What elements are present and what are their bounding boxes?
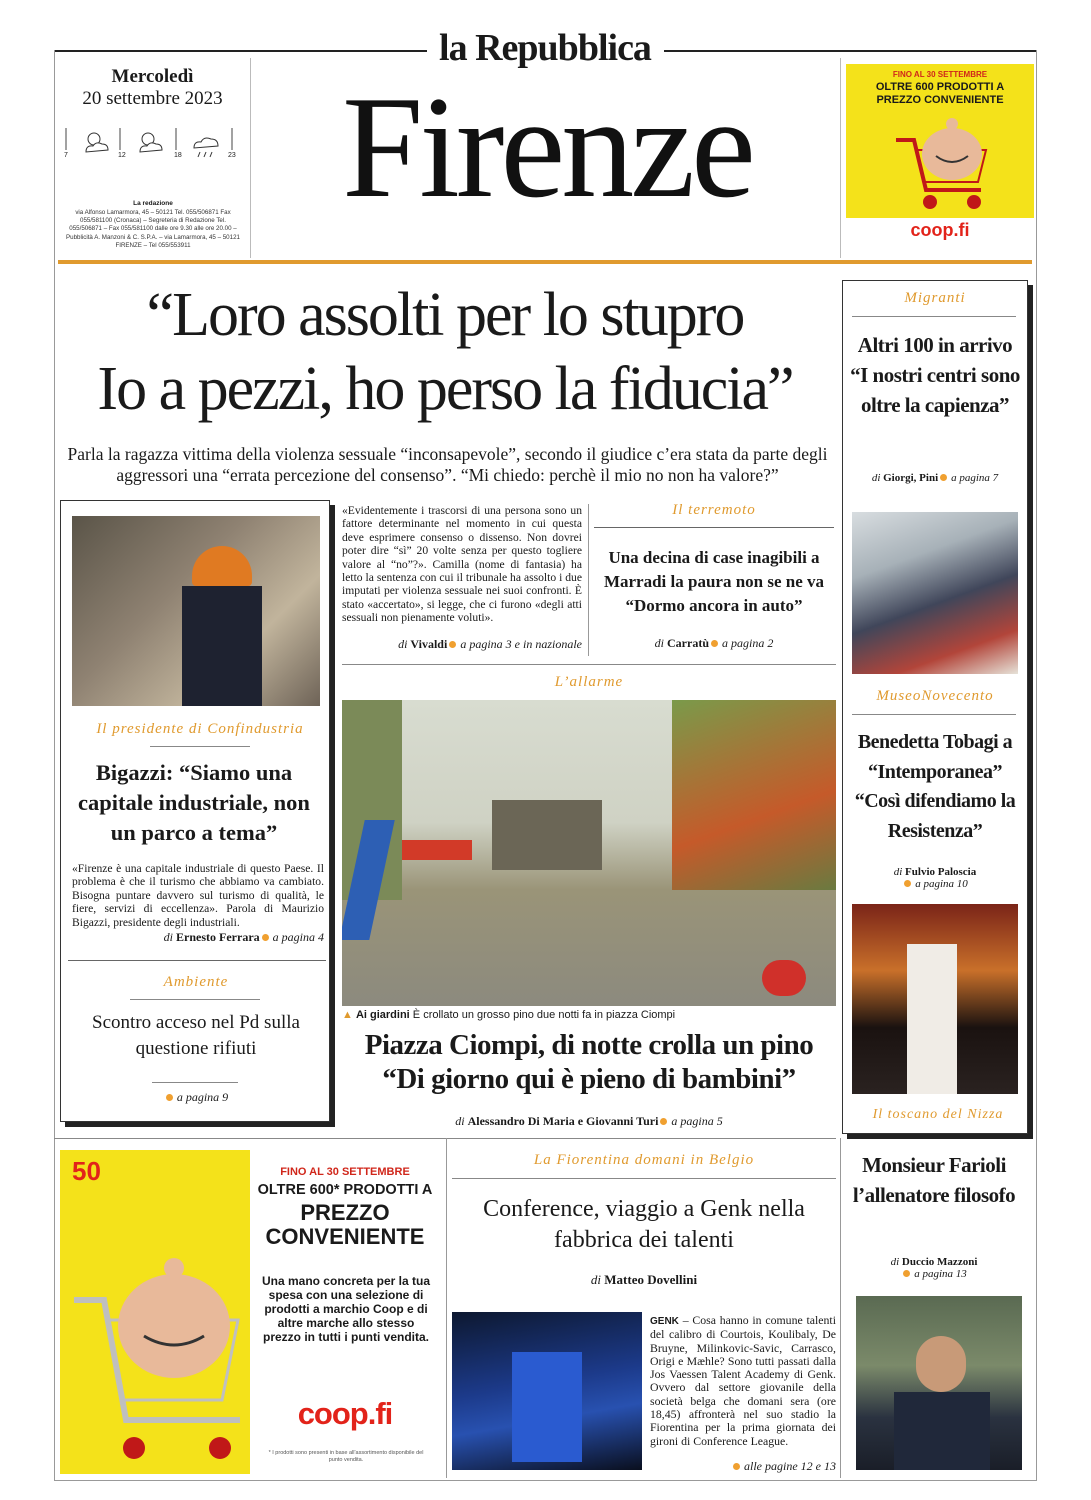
fiorentina-page (650, 1459, 836, 1474)
byline-page: a pagina 4 (272, 930, 324, 944)
caption-arrow-icon: ▲ (342, 1009, 353, 1021)
ambiente-headline[interactable]: Scontro acceso nel Pd sulla questione rifiuti (92, 1012, 300, 1059)
bottom-ad-line2: OLTRE 600* PRODOTTI A (257, 1182, 433, 1198)
migranti-photo (852, 512, 1018, 674)
allarme-top-rule (342, 664, 836, 665)
byline-page: a pagina 5 (671, 1114, 723, 1128)
main-body: «Evidentemente i trascorsi di una persona sono un fattore determinante nel momento in cui questa deve esprimere consenso o dissenso. Non dovrei poter dire “sì” 20 volte senza per questo togliere valore al “no”?». Camilla (nome di fantasia) ha letto la sentenza con cui il tribunale ha assolto i due imputati per violenza sessuale nei suoi confronti. È stato «accertato», si legge, che ci furono «degli atti sessuali non pienamente voluti». (342, 504, 582, 625)
top-ad-logo[interactable]: coop.fi (910, 220, 970, 240)
worker-shape (182, 586, 262, 706)
bullet-icon (660, 1118, 667, 1125)
byline-di: di (893, 866, 903, 878)
fiorentina-rule (452, 1178, 836, 1179)
bigazzi-headline[interactable]: Bigazzi: “Siamo una capitale industriale, non un parco a tema” (78, 760, 310, 845)
bottom-ad-logo[interactable]: coop.fi (297, 1396, 393, 1431)
byline-page: a pagina 7 (951, 472, 999, 484)
allarme-byline (342, 1114, 836, 1129)
bottom-right-divider (840, 1138, 841, 1478)
masthead-divider-left (250, 58, 251, 258)
temp-1: 7 (64, 152, 68, 159)
museo-headline[interactable]: Benedetta Tobagi a “Intemporanea” “Così difendiamo la Resistenza” (854, 731, 1016, 842)
masthead-rule-left (55, 50, 427, 52)
brand-name[interactable]: la Repubblica (439, 27, 651, 69)
temp-4: 23 (228, 152, 236, 159)
main-summary: Parla la ragazza vittima della violenza sessuale “inconsapevole”, secondo il giudice c’era stata da parte degli aggressori una “errata percezione del consenso”. “Mi chiedo: perchè il mio no non ha valore?” (67, 444, 828, 485)
byline-di: di (654, 636, 664, 650)
dateline: GENK (650, 1316, 679, 1327)
caption-text: È crollato un grosso pino due notti fa in piazza Ciompi (412, 1009, 676, 1021)
masthead-rule-right (664, 50, 1036, 52)
date-day: Mercoledì (111, 66, 194, 87)
left-divider (68, 960, 326, 961)
museo-byline (848, 866, 1022, 890)
slide-red (402, 840, 472, 860)
coop-badge: 50 (72, 1156, 101, 1186)
weather-strip-icons (62, 124, 242, 160)
bottom-ad-line4: CONVENIENTE (265, 1224, 425, 1249)
ambiente-byline (80, 1090, 312, 1105)
bullet-icon (903, 1270, 910, 1277)
frame-left (54, 50, 55, 1480)
nizza-kicker: Il toscano del Nizza (872, 1107, 1004, 1122)
redazione-title: La redazione (133, 200, 173, 207)
terremoto-kicker: Il terremoto (672, 502, 756, 518)
date-full: 20 settembre 2023 (82, 88, 223, 109)
byline-page: a pagina 13 (914, 1268, 967, 1280)
bullet-icon (904, 880, 911, 887)
byline-author: Fulvio Paloscia (905, 866, 977, 878)
byline-author: Ernesto Ferrara (176, 930, 260, 944)
top-ad-panel[interactable] (846, 64, 1034, 218)
bullet-icon (940, 474, 947, 481)
bottom-ad-line1: FINO AL 30 SETTEMBRE (280, 1166, 410, 1178)
allarme-kicker: L’allarme (554, 674, 624, 690)
allarme-headline-line1: Piazza Ciompi, di notte crolla un pino (364, 1029, 814, 1061)
bullet-icon (449, 641, 456, 648)
byline-di: di (398, 637, 408, 651)
bottom-ad-footnote: * I prodotti sono presenti in base all'assortimento disponibile del punto vendita. (268, 1450, 424, 1463)
byline-page: alle pagine 12 e 13 (744, 1459, 836, 1473)
top-ad-line1: FINO AL 30 SETTEMBRE (892, 70, 988, 79)
bigazzi-kicker-rule (150, 746, 250, 747)
farioli-body (894, 1392, 990, 1470)
terremoto-rule (594, 527, 834, 528)
fiorentina-headline[interactable]: Conference, viaggio a Genk nella fabbrica dei talenti (483, 1196, 805, 1253)
byline-author: Vivaldi (410, 637, 448, 651)
allarme-caption (342, 1009, 836, 1021)
byline-author: Matteo Dovellini (604, 1272, 698, 1287)
byline-di: di (590, 1272, 602, 1287)
main-headline-line2: Io a pezzi, ho perso la fiducia” (97, 355, 793, 423)
masthead-divider-right (840, 58, 841, 258)
weather-strip (62, 124, 242, 160)
genk-photo (452, 1312, 642, 1470)
fallen-pine (492, 800, 602, 870)
masthead-orange-rule (58, 260, 1032, 264)
fiorentina-body-text: – Cosa hanno in comune talenti del calibro di Courtois, Koulibaly, De Bruyne, Milinkovic-Savic, Carrasco, Origi e Mæhle? Sono tutti passati dalla Jos Vaessen Talent Academy di Genk. Ovvero dal settore giovanile della società belga che domani sera (ore 18,45) affronterà nel suo stadio la Fiorentina per la prima giornata dei gironi di Conference League. (650, 1313, 836, 1448)
fiorentina-body (650, 1314, 836, 1448)
bullet-icon (711, 640, 718, 647)
cloud-rain-icon (194, 138, 218, 157)
museo-rule (852, 714, 1016, 715)
bottom-ad-body: Una mano concreta per la tua spesa con una selezione di prodotti a marchio Coop e di altre marche allo stesso prezzo in tutti i punti vendita. (261, 1274, 431, 1344)
bigazzi-photo (72, 516, 320, 706)
migranti-kicker: Migranti (904, 290, 966, 306)
hardhat-shape (192, 546, 252, 586)
byline-page: a pagina 10 (915, 878, 968, 890)
trees-right (672, 700, 836, 890)
temp-3: 18 (174, 152, 182, 159)
ambiente-kicker-rule (130, 999, 260, 1000)
sun-cloud-icon (86, 133, 108, 152)
terremoto-headline[interactable]: Una decina di case inagibili a Marradi la paura non se ne va “Dormo ancora in auto” (603, 548, 825, 615)
byline-page: a pagina 2 (722, 636, 774, 650)
byline-page: a pagina 3 e in nazionale (460, 637, 582, 651)
byline-author: Duccio Mazzoni (901, 1256, 978, 1268)
bullet-icon (262, 934, 269, 941)
byline-author: Carratù (667, 636, 709, 650)
bullet-icon (733, 1463, 740, 1470)
tobagi-figure (907, 944, 957, 1094)
caption-bold: Ai giardini (355, 1009, 410, 1021)
piggy-cart-icon (886, 110, 996, 214)
center-divider (588, 504, 589, 656)
byline-di: di (455, 1114, 465, 1128)
piazza-ciompi-photo (342, 700, 836, 1006)
nizza-byline (844, 1256, 1024, 1280)
allarme-headline-line2: “Di giorno qui è pieno di bambini” (382, 1063, 796, 1095)
main-headline (60, 278, 830, 426)
main-headline-line1: “Loro assolti per lo stupro (146, 281, 744, 349)
farioli-photo (856, 1296, 1022, 1470)
bottom-ad-line3: PREZZO (300, 1200, 390, 1225)
spring-rider (762, 960, 806, 996)
byline-di: di (890, 1256, 900, 1268)
piggy-cart-icon (70, 1240, 245, 1470)
bigazzi-byline (72, 930, 324, 945)
bottom-ad-yellow[interactable] (60, 1150, 250, 1474)
byline-author: Alessandro Di Maria e Giovanni Turi (467, 1114, 659, 1128)
frame-bottom (54, 1480, 1037, 1481)
museo-kicker: MuseoNovecento (876, 688, 994, 704)
terremoto-byline (594, 636, 834, 651)
genk-player (512, 1352, 582, 1462)
farioli-face (916, 1336, 966, 1392)
fiorentina-byline (452, 1272, 836, 1288)
migranti-byline (848, 472, 1022, 484)
tobagi-photo (852, 904, 1018, 1094)
bottom-divider (446, 1138, 447, 1478)
allarme-headline[interactable] (342, 1028, 836, 1096)
top-ad-line2: OLTRE 600 PRODOTTI A (875, 81, 1005, 93)
byline-page: a pagina 9 (176, 1090, 229, 1104)
ambiente-kicker: Ambiente (163, 974, 229, 990)
frame-right (1036, 50, 1037, 1480)
byline-di: di (163, 930, 174, 944)
edition-title: Firenze (342, 66, 752, 228)
fiorentina-kicker: La Fiorentina domani in Belgio (533, 1152, 755, 1168)
nizza-headline[interactable]: Monsieur Farioli l’allenatore filosofo (852, 1153, 1016, 1207)
byline-di: di (871, 472, 881, 484)
bottom-section-rule (54, 1138, 836, 1139)
migranti-headline[interactable]: Altri 100 in arrivo “I nostri centri sono oltre la capienza” (850, 333, 1020, 417)
top-ad-line3: PREZZO CONVENIENTE (876, 94, 1004, 106)
bigazzi-kicker: Il presidente di Confindustria (96, 721, 304, 737)
main-byline (342, 637, 582, 652)
temp-2: 12 (118, 152, 126, 159)
ambiente-rule (152, 1082, 238, 1083)
redazione-text: via Alfonso Lamarmora, 45 – 50121 Tel. 055/506871 Fax 055/581100 (Cronaca) – Segreteria di Redazione Tel. 055/506871 – Fax 055/581100 dalle ore 9.30 alle ore 20.00 – Pubblicità A. Manzoni & C. S.P.A. – via Lamarmora, 45 – 50121 FIRENZE – Tel 055/553911 (66, 209, 240, 249)
bigazzi-body: «Firenze è una capitale industriale di questo Paese. Il problema è che il turismo che abbiamo va cambiato. Bisogna puntare davvero sul turismo di qualità, le fiere, servizi di eccellenza». Parola di Maurizio Bigazzi, presidente degli industriali. (72, 862, 324, 929)
byline-author: Giorgi, Pini (883, 472, 939, 484)
sun-cloud-icon (140, 133, 162, 152)
migranti-rule (852, 316, 1016, 317)
bullet-icon (166, 1094, 173, 1101)
